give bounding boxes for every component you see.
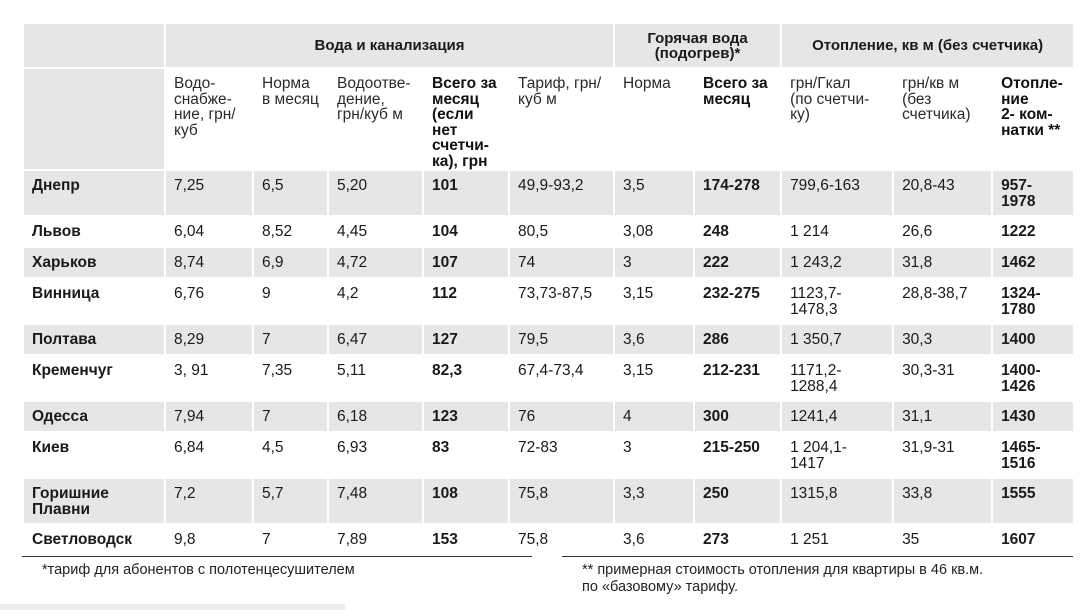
table-cell: 7 (253, 401, 328, 432)
table-cell: 26,6 (893, 216, 992, 247)
table-cell: 1324- 1780 (992, 278, 1074, 324)
table-cell: 3, 91 (165, 355, 253, 401)
table-cell: 7,25 (165, 170, 253, 216)
table-cell: 83 (423, 432, 509, 478)
table-cell: 9,8 (165, 524, 253, 555)
table-cell: 1 251 (781, 524, 893, 555)
table-cell: 6,84 (165, 432, 253, 478)
city-name: Днепр (23, 170, 165, 216)
table-cell: 286 (694, 324, 781, 355)
table-cell: 232-275 (694, 278, 781, 324)
table-cell: 123 (423, 401, 509, 432)
city-name: Полтава (23, 324, 165, 355)
column-header: Водо- снабже- ние, грн/ куб (165, 68, 253, 170)
table-cell: 1 243,2 (781, 247, 893, 278)
table-cell: 3,6 (614, 524, 694, 555)
table-cell: 72-83 (509, 432, 614, 478)
table-cell: 1 204,1- 1417 (781, 432, 893, 478)
group-water: Вода и канализация (165, 23, 614, 68)
footnote-hot-water: *тариф для абонентов с полотенцесушителем (42, 562, 355, 578)
table-cell: 73,73-87,5 (509, 278, 614, 324)
table-cell: 35 (893, 524, 992, 555)
table-cell: 1315,8 (781, 478, 893, 524)
table-cell: 6,5 (253, 170, 328, 216)
table-cell: 4,5 (253, 432, 328, 478)
table-cell: 1171,2- 1288,4 (781, 355, 893, 401)
table-cell: 1400- 1426 (992, 355, 1074, 401)
group-hot-water: Горячая вода (подогрев)* (614, 23, 781, 68)
table-cell: 4,2 (328, 278, 423, 324)
table-cell: 3,5 (614, 170, 694, 216)
table-cell: 31,9-31 (893, 432, 992, 478)
table-cell: 1 350,7 (781, 324, 893, 355)
table-cell: 6,47 (328, 324, 423, 355)
table-cell: 5,20 (328, 170, 423, 216)
table-cell: 1123,7- 1478,3 (781, 278, 893, 324)
city-name: Харьков (23, 247, 165, 278)
corner-cell-2 (23, 68, 165, 170)
column-header: Норма в месяц (253, 68, 328, 170)
table-cell: 3 (614, 432, 694, 478)
table-cell: 1400 (992, 324, 1074, 355)
table-cell: 3 (614, 247, 694, 278)
table-cell: 7,35 (253, 355, 328, 401)
table-cell: 1607 (992, 524, 1074, 555)
table-cell: 30,3-31 (893, 355, 992, 401)
table-cell: 6,9 (253, 247, 328, 278)
table-row (23, 478, 1074, 524)
table-cell: 7,2 (165, 478, 253, 524)
table-row (23, 324, 1074, 355)
table-cell: 101 (423, 170, 509, 216)
table-cell: 108 (423, 478, 509, 524)
table-cell: 67,4-73,4 (509, 355, 614, 401)
city-name: Киев (23, 432, 165, 478)
table-cell: 9 (253, 278, 328, 324)
table-cell: 8,52 (253, 216, 328, 247)
table-cell: 7 (253, 524, 328, 555)
table-cell: 799,6-163 (781, 170, 893, 216)
table-cell: 127 (423, 324, 509, 355)
table-cell: 7 (253, 324, 328, 355)
table-cell: 8,74 (165, 247, 253, 278)
table-cell: 4,72 (328, 247, 423, 278)
footnote-divider-left (22, 556, 532, 557)
table-row (23, 278, 1074, 324)
city-name: Кременчуг (23, 355, 165, 401)
table-cell: 3,15 (614, 278, 694, 324)
column-header: Водоотве- дение, грн/куб м (328, 68, 423, 170)
table-cell: 8,29 (165, 324, 253, 355)
table-cell: 112 (423, 278, 509, 324)
table-cell: 273 (694, 524, 781, 555)
table-cell: 6,93 (328, 432, 423, 478)
table-row (23, 247, 1074, 278)
table-cell: 1465- 1516 (992, 432, 1074, 478)
city-name: Горишние Плавни (23, 478, 165, 524)
table-cell: 3,15 (614, 355, 694, 401)
table-cell: 1430 (992, 401, 1074, 432)
table-cell: 33,8 (893, 478, 992, 524)
table-cell: 3,6 (614, 324, 694, 355)
table-cell: 6,76 (165, 278, 253, 324)
table-row (23, 170, 1074, 216)
table-cell: 7,48 (328, 478, 423, 524)
table-row (23, 355, 1074, 401)
table-cell: 1222 (992, 216, 1074, 247)
table-cell: 75,8 (509, 524, 614, 555)
footnote-heating: ** примерная стоимость отопления для квартиры в 46 кв.м. по «базовому» тарифу. (582, 562, 984, 595)
group-heating: Отопление, кв м (без счетчика) (781, 23, 1074, 68)
city-name: Винница (23, 278, 165, 324)
table-cell: 107 (423, 247, 509, 278)
table-cell: 3,3 (614, 478, 694, 524)
table-cell: 5,7 (253, 478, 328, 524)
table-cell: 75,8 (509, 478, 614, 524)
tariff-table (22, 22, 1075, 556)
table-row (23, 524, 1074, 555)
table-cell: 4 (614, 401, 694, 432)
table-cell: 174-278 (694, 170, 781, 216)
table-cell: 4,45 (328, 216, 423, 247)
table-cell: 250 (694, 478, 781, 524)
table-cell: 80,5 (509, 216, 614, 247)
table-cell: 30,3 (893, 324, 992, 355)
corner-cell (23, 23, 165, 68)
table-cell: 1462 (992, 247, 1074, 278)
table-cell: 1241,4 (781, 401, 893, 432)
table-cell: 3,08 (614, 216, 694, 247)
table-row (23, 216, 1074, 247)
table-cell: 222 (694, 247, 781, 278)
column-header: Тариф, грн/ куб м (509, 68, 614, 170)
column-header: Отопле- ние 2- ком- натки ** (992, 68, 1074, 170)
table-cell: 74 (509, 247, 614, 278)
table-cell: 31,8 (893, 247, 992, 278)
bottom-shade-bar (0, 604, 345, 610)
table-cell: 31,1 (893, 401, 992, 432)
column-header-row (23, 68, 1074, 170)
table-cell: 104 (423, 216, 509, 247)
city-name: Одесса (23, 401, 165, 432)
table-cell: 79,5 (509, 324, 614, 355)
table-cell: 82,3 (423, 355, 509, 401)
city-name: Светловодск (23, 524, 165, 555)
footnote-divider-right (562, 556, 1073, 557)
column-header: Всего за месяц (если нет счетчи- ка), грн (423, 68, 509, 170)
table-row (23, 432, 1074, 478)
table-cell: 7,89 (328, 524, 423, 555)
table-cell: 7,94 (165, 401, 253, 432)
column-header: Всего за месяц (694, 68, 781, 170)
table-cell: 300 (694, 401, 781, 432)
group-header-row (23, 23, 1074, 68)
table-cell: 1555 (992, 478, 1074, 524)
table-cell: 20,8-43 (893, 170, 992, 216)
table-cell: 212-231 (694, 355, 781, 401)
table-cell: 28,8-38,7 (893, 278, 992, 324)
table-cell: 153 (423, 524, 509, 555)
table-cell: 215-250 (694, 432, 781, 478)
table-cell: 6,04 (165, 216, 253, 247)
column-header: грн/Гкал (по счетчи- ку) (781, 68, 893, 170)
column-header: Норма (614, 68, 694, 170)
table-cell: 49,9-93,2 (509, 170, 614, 216)
table-cell: 1 214 (781, 216, 893, 247)
city-name: Львов (23, 216, 165, 247)
table-cell: 248 (694, 216, 781, 247)
table-row (23, 401, 1074, 432)
table-cell: 5,11 (328, 355, 423, 401)
table-cell: 6,18 (328, 401, 423, 432)
column-header: грн/кв м (без счетчика) (893, 68, 992, 170)
table-cell: 76 (509, 401, 614, 432)
table-cell: 957- 1978 (992, 170, 1074, 216)
